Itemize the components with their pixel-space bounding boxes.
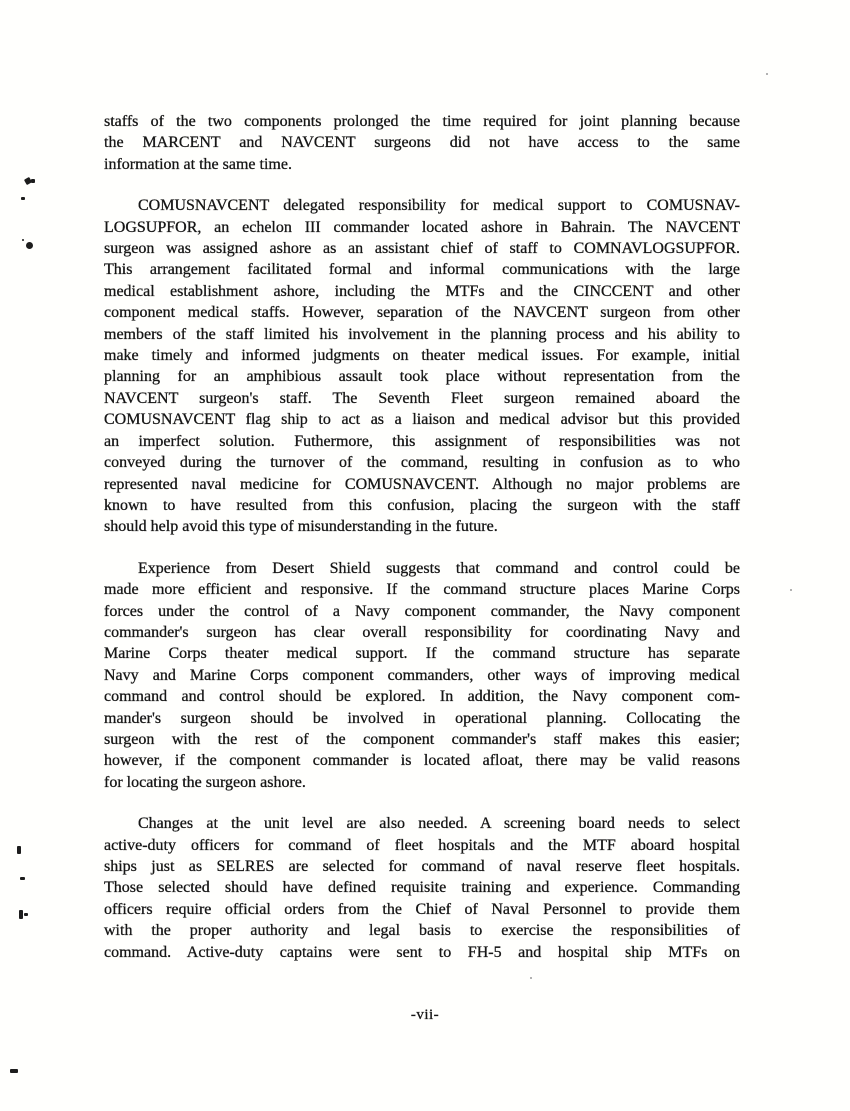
text-line: mander's surgeon should be involved in operational planning. Collocating the [104, 709, 740, 727]
text-line: Those selected should have defined requisite training and experience. Commanding [104, 879, 740, 897]
text-line: LOGSUPFOR, an echelon III commander located ashore in Bahrain. The NAVCENT [104, 218, 740, 236]
text-line: with the proper authority and legal basis to exercise the responsibilities of [104, 922, 740, 940]
text-line: planning for an amphibious assault took place without representation from the [104, 368, 740, 386]
ink-speckle [19, 910, 23, 919]
text-line: Changes at the unit level are also needed. A screening board needs to select [138, 815, 740, 833]
text-line: COMUSNAVCENT flag ship to act as a liaison and medical advisor but this provided [104, 411, 740, 429]
text-line: made more efficient and responsive. If the command structure places Marine Corps [104, 581, 740, 599]
text-line: forces under the control of a Navy component commander, the Navy component [104, 602, 740, 620]
paragraph-3 [104, 558, 740, 793]
text-line: Marine Corps theater medical support. If the command structure has separate [104, 645, 740, 663]
text-line: surgeon with the rest of the component commander's staff makes this easier; [104, 730, 740, 748]
text-line: for locating the surgeon ashore. [104, 773, 306, 791]
ink-speckle [10, 1069, 18, 1073]
paragraph-4 [104, 813, 740, 963]
text-line: represented naval medicine for COMUSNAVCENT. Although no major problems are [104, 475, 740, 493]
text-line: medical establishment ashore, including the MTFs and the CINCCENT and other [104, 282, 740, 300]
ink-speckle [21, 197, 25, 200]
page-number: -vii- [410, 1007, 440, 1023]
text-line: active-duty officers for command of fleet hospitals and the MTF aboard hospital [104, 836, 740, 854]
paragraph-2 [104, 195, 740, 538]
text-line: officers require official orders from the Chief of Naval Personnel to provide them [104, 900, 740, 918]
text-line: staffs of the two components prolonged the time required for joint planning because [104, 113, 740, 130]
text-line: This arrangement facilitated formal and informal communications with the large [104, 261, 740, 279]
text-line: NAVCENT surgeon's staff. The Seventh Fleet surgeon remained aboard the [104, 389, 740, 407]
text-line: however, if the component commander is located afloat, there may be valid reasons [104, 752, 740, 770]
ink-speckle [530, 977, 532, 979]
text-line: surgeon was assigned ashore as an assistant chief of staff to COMNAVLOGSUPFOR. [104, 240, 740, 258]
ink-speckle [31, 179, 35, 183]
text-line: command. Active-duty captains were sent to FH-5 and hospital ship MTFs on [104, 943, 740, 961]
ink-speckle [790, 589, 792, 591]
text-line: known to have resulted from this confusion, placing the surgeon with the staff [104, 496, 740, 514]
text-line: Experience from Desert Shield suggests that command and control could be [138, 559, 740, 577]
paragraph-1 [104, 111, 740, 175]
text-line: component medical staffs. However, separation of the NAVCENT surgeon from other [104, 304, 740, 322]
ink-speckle [26, 242, 33, 249]
text-line: ships just as SELRES are selected for command of naval reserve fleet hospitals. [104, 858, 740, 875]
body-text [104, 111, 740, 983]
text-line: COMUSNAVCENT delegated responsibility for medical support to COMUSNAV- [138, 197, 740, 215]
text-line: should help avoid this type of misunderstanding in the future. [104, 518, 498, 536]
ink-speckle [20, 877, 25, 880]
text-line: conveyed during the turnover of the command, resulting in confusion as to who [104, 454, 740, 472]
text-line: command and control should be explored. In addition, the Navy component com- [104, 688, 740, 706]
text-line: the MARCENT and NAVCENT surgeons did not have access to the same [104, 134, 740, 152]
text-line: commander's surgeon has clear overall responsibility for coordinating Navy and [104, 623, 740, 641]
text-line: information at the same time. [104, 155, 292, 173]
ink-speckle [17, 846, 21, 854]
ink-speckle [766, 73, 768, 75]
text-line: make timely and informed judgments on theater medical issues. For example, initial [104, 347, 740, 365]
text-line: an imperfect solution. Futhermore, this assignment of responsibilities was not [104, 432, 740, 450]
text-line: Navy and Marine Corps component commanders, other ways of improving medical [104, 666, 740, 684]
ink-speckle [22, 239, 24, 241]
text-line: members of the staff limited his involvement in the planning process and his ability to [104, 325, 740, 343]
ink-speckle [24, 913, 28, 916]
